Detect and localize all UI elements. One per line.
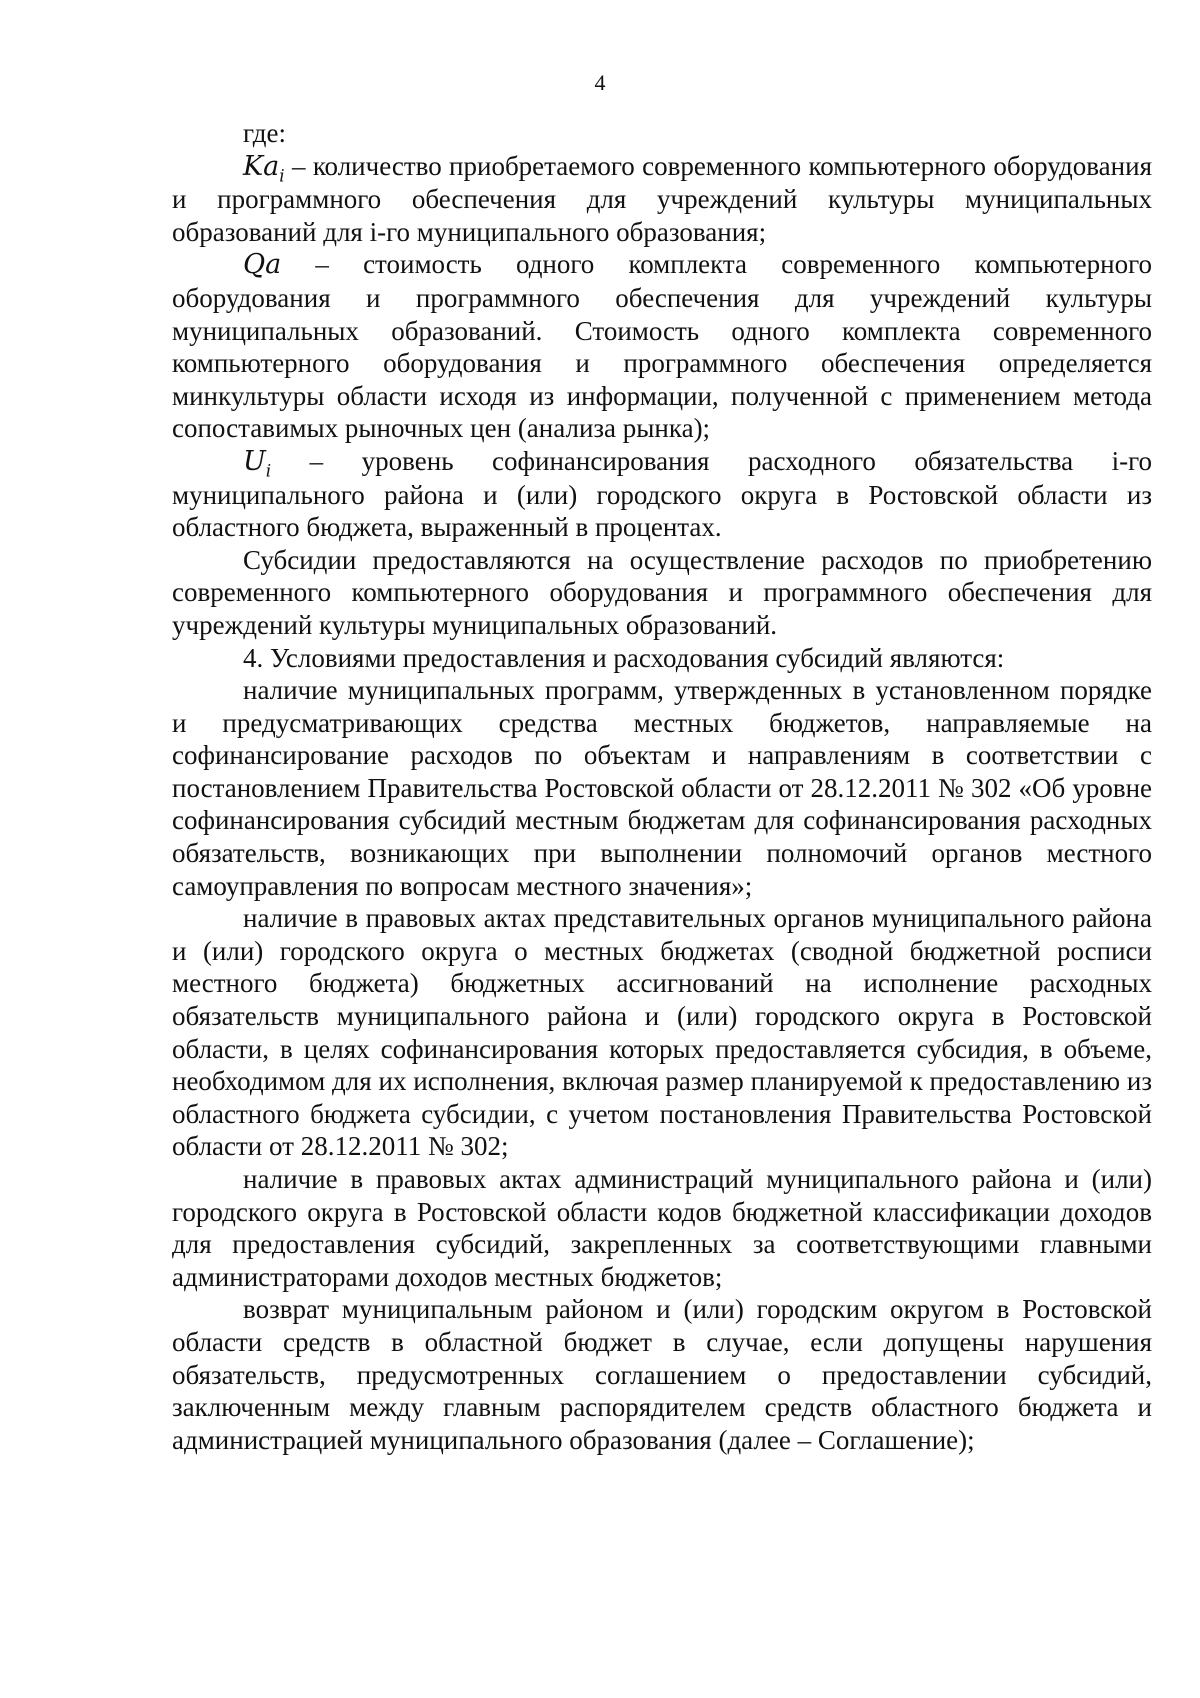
definition-ka (172, 150, 1152, 249)
symbol-u: $U_i$ (243, 445, 272, 481)
where-label: где: (243, 118, 286, 148)
definition-u-text: – уровень софинансирования расходного обязательства i-го муниципального района и (или) городского округа в Ростовской области из областного бюджета, выраженный в процентах. (172, 445, 1152, 543)
paragraph-subsidies: Субсидии предоставляются на осуществление расходов по приобретению современного компьютерного оборудования и программного обеспечения для учреждений культуры муниципальных образований. (172, 544, 1152, 640)
definition-ka-text: – количество приобретаемого современного компьютерного оборудования и программного обеспечения для учреждений культуры муниципальных образований для i-го муниципального образования; (172, 150, 1152, 247)
paragraph-condition-classification: наличие в правовых актах администраций муниципального района и (или) городского округа в Ростовской области кодов бюджетной классификации доходов для предоставления субсидий, закрепленных за соответствующими главными администраторами доходов местных бюджетов; (172, 1164, 1152, 1292)
paragraph-condition-return: возврат муниципальным районом и (или) городским округом в Ростовской области средств в областной бюджет в случае, если допущены нарушения обязательств, предусмотренных соглашением о предоставлении субсидий, заключенным между главным распорядителем средств областного бюджета и администрацией муниципального образования (далее – Соглашение); (172, 1294, 1152, 1455)
symbol-qa: Qa (243, 249, 282, 281)
paragraph-conditions-heading: 4. Условиями предоставления и расходования субсидий являются: (243, 642, 1005, 673)
symbol-ka: $Ka_i$ (243, 150, 285, 185)
definition-qa (172, 248, 1152, 445)
definition-qa-text: – стоимость одного комплекта современного компьютерного оборудования и программного обеспечения для учреждений культуры муниципальных образований. Стоимость одного комплекта современного компьютерного оборудования и программного обеспечения определяется минкультуры области исходя из информации, полученной с применением метода сопоставимых рыночных цен (анализа рынка); (172, 249, 1152, 444)
paragraph-condition-budget-acts: наличие в правовых актах представительных органов муниципального района и (или) городского округа о местных бюджетах (сводной бюджетной росписи местного бюджета) бюджетных ассигнований на исполнение расходных обязательств муниципального района и (или) городского округа в Ростовской области, в целях софинансирования которых предоставляется субсидия, в объеме, необходимом для их исполнения, включая размер планируемой к предоставлению из областного бюджета субсидии, с учетом постановления Правительства Ростовской области от 28.12.2011 № 302; (172, 903, 1152, 1162)
definition-u (172, 445, 1152, 544)
document-body (172, 117, 1152, 1456)
page-number: 4 (594, 70, 606, 95)
paragraph-condition-programs: наличие муниципальных программ, утвержденных в установленном порядке и предусматривающих средства местных бюджетов, направляемые на софинансирование расходов по объектам и направлениям в соответствии с постановлением Правительства Ростовской области от 28.12.2011 № 302 «Об уровне софинансирования субсидий местным бюджетам для софинансирования расходных обязательств, возникающих при выполнении полномочий органов местного самоуправления по вопросам местного значения»; (172, 675, 1152, 901)
